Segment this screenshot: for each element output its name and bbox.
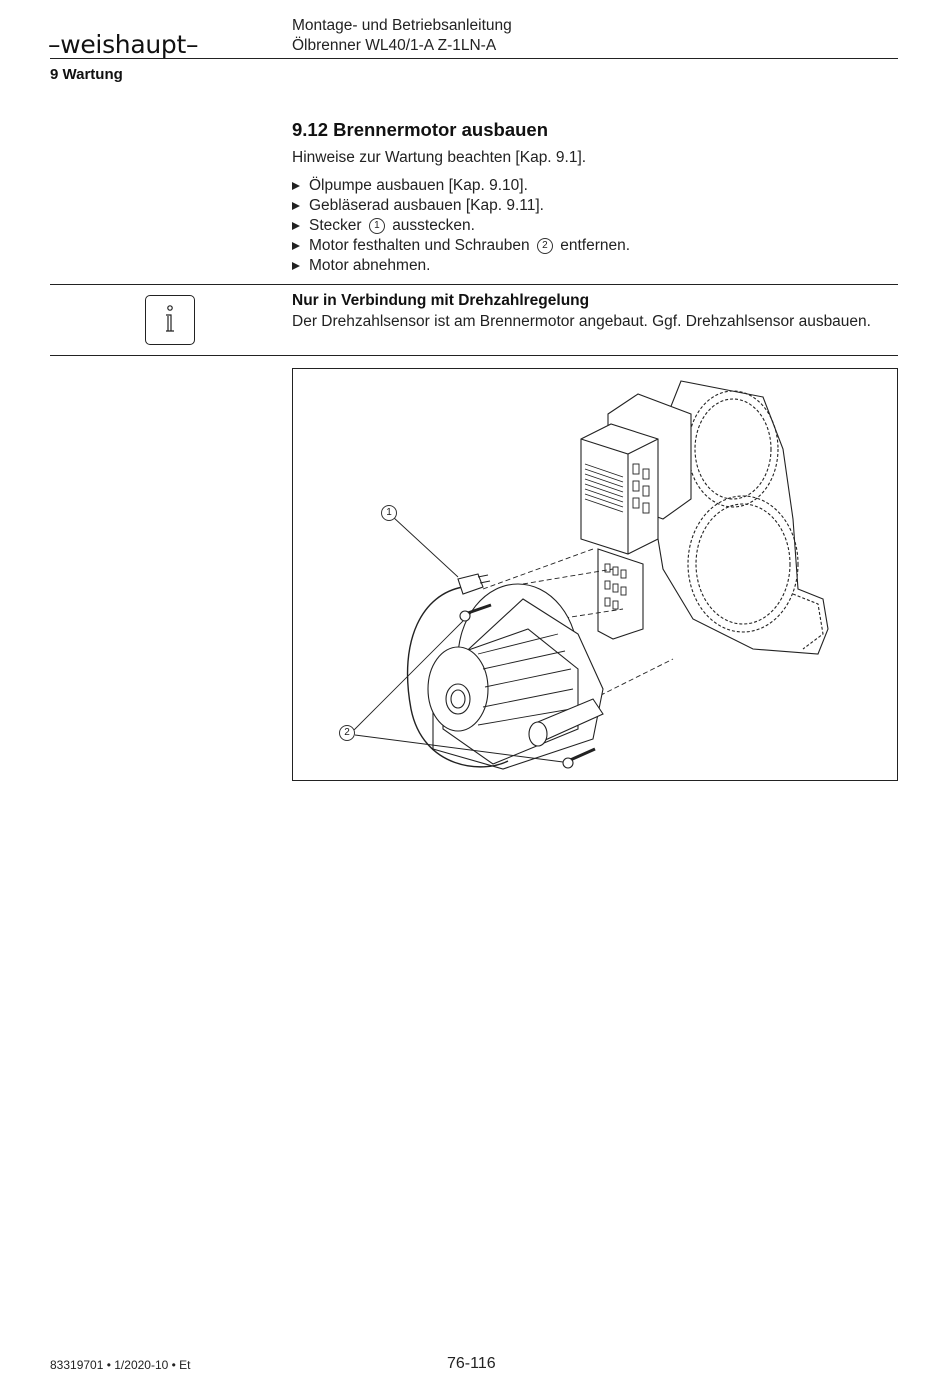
motor-illustration bbox=[293, 369, 897, 780]
step-text: Stecker bbox=[309, 217, 362, 234]
step-text: ausstecken. bbox=[392, 217, 475, 234]
info-text: Der Drehzahlsensor ist am Brennermotor angebaut. Ggf. Drehzahlsensor ausbauen. bbox=[292, 313, 871, 330]
footer-document-number: 83319701 • 1/2020-10 • Et bbox=[50, 1358, 191, 1372]
step-text: Ölpumpe ausbauen [Kap. 9.10]. bbox=[309, 177, 528, 194]
info-divider-top bbox=[50, 284, 898, 285]
step-item bbox=[292, 236, 630, 256]
step-item bbox=[292, 196, 630, 216]
step-text: Motor festhalten und Schrauben bbox=[309, 237, 530, 254]
step-text: Motor abnehmen. bbox=[309, 257, 431, 274]
brand-logo: –weishaupt– bbox=[48, 30, 199, 59]
step-text: entfernen. bbox=[560, 237, 631, 254]
chapter-label: 9 Wartung bbox=[50, 66, 123, 83]
figure-callout-1: 1 bbox=[381, 505, 397, 521]
bullet-arrow-icon bbox=[292, 222, 300, 230]
header-divider bbox=[50, 58, 898, 59]
document-title bbox=[292, 16, 512, 56]
section-title: 9.12 Brennermotor ausbauen bbox=[292, 119, 548, 140]
bullet-arrow-icon bbox=[292, 262, 300, 270]
bullet-arrow-icon bbox=[292, 182, 300, 190]
brand-logo-text: weishaupt bbox=[60, 30, 186, 59]
document-title-line-2: Ölbrenner WL40/1-A Z-1LN-A bbox=[292, 37, 497, 54]
figure-callout-2: 2 bbox=[339, 725, 355, 741]
step-item bbox=[292, 216, 630, 236]
bullet-arrow-icon bbox=[292, 242, 300, 250]
footer-page-number: 76-116 bbox=[447, 1355, 496, 1372]
motor bbox=[428, 584, 603, 769]
document-title-line-1: Montage- und Betriebsanleitung bbox=[292, 17, 512, 34]
figure-frame bbox=[292, 368, 898, 781]
section-intro: Hinweise zur Wartung beachten [Kap. 9.1]. bbox=[292, 149, 587, 166]
info-glyph bbox=[160, 304, 180, 336]
bullet-arrow-icon bbox=[292, 202, 300, 210]
step-item bbox=[292, 176, 630, 196]
screw-bottom bbox=[563, 749, 595, 768]
info-heading: Nur in Verbindung mit Drehzahlregelung bbox=[292, 292, 590, 309]
callout-ref-1: 1 bbox=[369, 218, 385, 234]
callout-ref-2: 2 bbox=[537, 238, 553, 254]
info-divider-bottom bbox=[50, 355, 898, 356]
step-list bbox=[292, 176, 630, 276]
step-item bbox=[292, 256, 630, 276]
info-icon bbox=[145, 295, 195, 345]
step-text: Gebläserad ausbauen [Kap. 9.11]. bbox=[309, 197, 544, 214]
